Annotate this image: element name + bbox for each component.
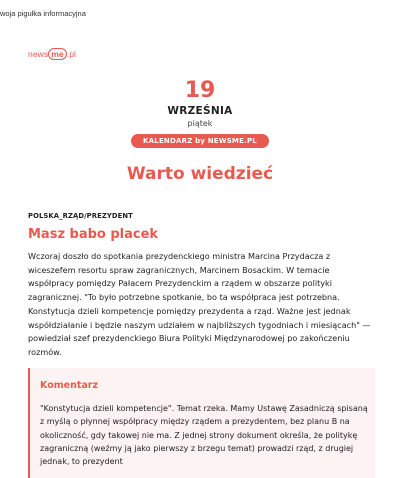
article-tag: POLSKA_RZĄD/PREZYDENT: [28, 212, 133, 220]
date-weekday: piątek: [187, 119, 213, 128]
newsme-logo[interactable]: [28, 48, 76, 60]
logo-suffix: .pl: [66, 49, 77, 59]
logo-me-badge: me: [48, 48, 67, 60]
logo-prefix: news: [28, 49, 49, 59]
comment-title: Komentarz: [40, 380, 98, 391]
article-body: Wczoraj doszło do spotkania prezydenckiego ministra Marcina Przydacza z wiceszefem resortu spraw zagranicznych, Marcinem Bosackim. W temacie współpracy pomiędzy Pałacem Prezydenckim a rządem w obszarze polityki zagranicznej. "To było potrzebne spotkanie, bo ta współpraca jest potrzebna. Konstytucja dzieli kompetencje pomiędzy prezydenta a rząd. Ważne jest jednak współdziałanie i będzie naszym udziałem w najbliższych tygodniach i miesiącach" — powiedział szef prezydenckiego Biura Polityki Międzynarodowej po zakończeniu rozmów.: [28, 251, 371, 357]
comment-box: [28, 368, 375, 478]
article-headline: Masz babo placek: [28, 227, 159, 242]
calendar-button[interactable]: KALENDARZ by NEWSME.PL: [131, 134, 269, 148]
date-month: WRZEŚNIA: [167, 105, 233, 117]
section-title: Warto wiedzieć: [126, 164, 274, 184]
preheader-text: woja pigułka informacyjna: [0, 9, 86, 18]
date-day: 19: [184, 78, 216, 103]
comment-text: "Konstytucja dzieli kompetencje". Temat rzeka. Mamy Ustawę Zasadniczą spisaną z myślą o płynnej współpracy między rządem a prezydentem, bez planu B na okoliczność, gdy takowej nie ma. Z jednej strony dokument określa, że politykę zagraniczną (weźmy ją jako pierwszy z brzegu temat) prowadzi rząd, z drugiej jednak, to prezydent: [40, 404, 368, 467]
date-block: [0, 78, 400, 148]
